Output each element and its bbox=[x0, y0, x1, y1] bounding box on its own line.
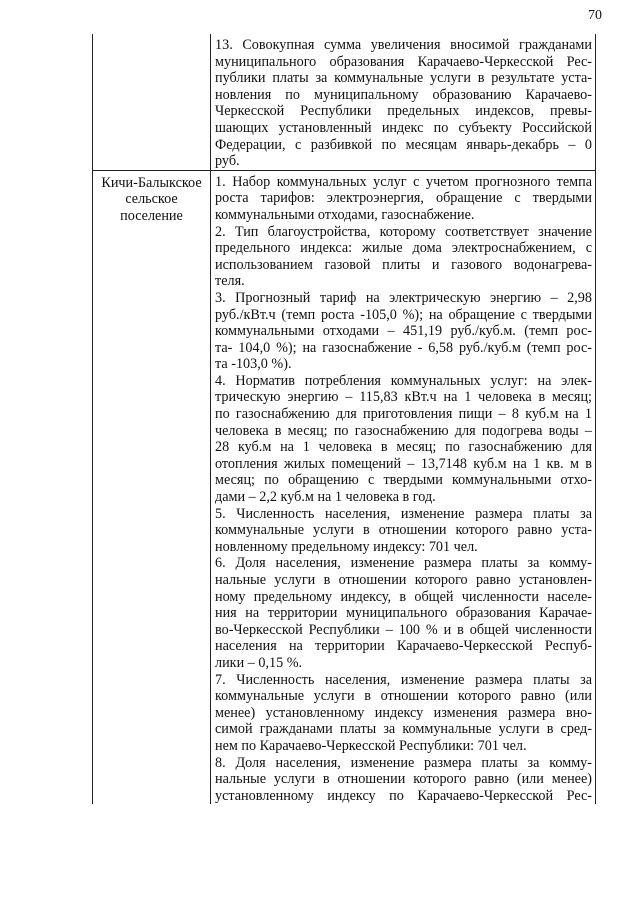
page-number: 70 bbox=[588, 8, 602, 23]
text-line: отопления жилых помещений – 13,7148 куб.м на 1 кв. м в bbox=[215, 455, 592, 472]
text-line: коммунальные услуги в отношении которого равно (или bbox=[215, 688, 592, 705]
text-line: 4. Норматив потребления коммунальных услуг: на элек- bbox=[215, 372, 592, 389]
text-line: роста тарифов: электроэнергия, обращение с твердыми bbox=[215, 190, 592, 207]
text-line: нальные услуги в отношении которого равно установлен- bbox=[215, 572, 592, 588]
text-line: по газоснабжению для приготовления пищи – 8 куб.м на 1 bbox=[215, 406, 592, 423]
text-line: трическую энергию – 115,83 кВт.ч на 1 человека в месяц; bbox=[215, 389, 592, 406]
text-line: симой гражданами платы за коммунальные услуги в сред- bbox=[215, 721, 592, 738]
text-line: ному предельному индексу, в общей численности населе- bbox=[215, 588, 592, 605]
indicators-cell bbox=[211, 34, 596, 170]
text-line: менее) установленному индексу изменения размера вно- bbox=[215, 704, 592, 721]
text-line: использованием газовой плиты и газового водонагрева- bbox=[215, 256, 592, 273]
indicators-text bbox=[211, 34, 595, 170]
text-line: 7. Численность населения, изменение размера платы за bbox=[215, 671, 592, 688]
text-line: руб./кВт.ч (темп роста -105,0 %); на обращение с твердыми bbox=[215, 306, 592, 323]
text-line: 13. Совокупная сумма увеличения вносимой гражданами bbox=[215, 37, 592, 53]
text-line: новленному предельному индексу: 701 чел. bbox=[215, 538, 478, 555]
text-line: руб. bbox=[215, 153, 240, 170]
text-line: 5. Численность населения, изменение размера платы за bbox=[215, 505, 592, 522]
table-row bbox=[93, 170, 596, 804]
text-line: дами – 2,2 куб.м на 1 человека в год. bbox=[215, 489, 436, 506]
text-line: коммунальные услуги в отношении которого равно уста- bbox=[215, 522, 592, 539]
text-line: человека в месяц; по газоснабжению для подогрева воды – bbox=[215, 422, 592, 439]
text-line: коммунальными отходами, газоснабжение. bbox=[215, 206, 475, 223]
text-line: Черкесской Республики предельных индексов, превы- bbox=[215, 103, 592, 120]
text-line: предельного индекса: жилые дома электроснабжением, с bbox=[215, 240, 592, 257]
text-line: ния на территории муниципального образования Карачае- bbox=[215, 605, 592, 622]
text-line: населения на территории Карачаево-Черкесской Респуб- bbox=[215, 638, 592, 655]
table-row bbox=[93, 34, 596, 170]
text-line: коммунальными отходами – 451,19 руб./куб.м. (темп рос- bbox=[215, 323, 592, 340]
text-line: во-Черкесской Республики – 100 % и в общей численности bbox=[215, 621, 592, 638]
text-line: шающих установленный индекс по субъекту Российской bbox=[215, 119, 592, 136]
text-line: 8. Доля населения, изменение размера платы за комму- bbox=[215, 754, 592, 771]
text-line: новления по муниципальному образованию Карачаево- bbox=[215, 86, 592, 103]
indicators-cell bbox=[211, 170, 596, 804]
municipality-name: Кичи-Балыкское сельское поселение bbox=[101, 174, 202, 224]
text-line: установленному индексу по Карачаево-Черкесской Рес- bbox=[215, 787, 592, 804]
text-line: теля. bbox=[215, 273, 245, 290]
municipality-cell bbox=[93, 170, 211, 804]
text-line: 2. Тип благоустройства, которому соответствует значение bbox=[215, 223, 592, 240]
text-line: 3. Прогнозный тариф на электрическую энергию – 2,98 bbox=[215, 289, 592, 306]
text-line: Федерации, с разбивкой по месяцам январь-декабрь – 0 bbox=[215, 136, 592, 153]
text-line: та -103,0 %). bbox=[215, 356, 292, 373]
text-line: 28 куб.м на 1 человека в месяц; по газоснабжению для bbox=[215, 439, 592, 456]
text-line: лики – 0,15 %. bbox=[215, 654, 303, 671]
text-line: муниципального образования Карачаево-Черкесской Рес- bbox=[215, 53, 592, 70]
municipality-cell bbox=[93, 34, 211, 170]
text-line: нальные услуги в отношении которого равно (или менее) bbox=[215, 771, 592, 788]
municipality-name bbox=[93, 34, 210, 38]
tariff-table bbox=[92, 34, 596, 804]
text-line: та- 104,0 %); на газоснабжение - 6,58 руб./куб.м (темп рос- bbox=[215, 339, 592, 356]
text-line: 1. Набор коммунальных услуг с учетом прогнозного темпа bbox=[215, 173, 592, 190]
text-line: нем по Карачаево-Черкесской Республики: 701 чел. bbox=[215, 737, 527, 754]
text-line: месяц; по обращению с твердыми коммунальными отхо- bbox=[215, 472, 592, 489]
text-line: 6. Доля населения, изменение размера платы за комму- bbox=[215, 555, 592, 572]
indicators-text bbox=[211, 171, 595, 805]
text-line: публики платы за коммунальные услуги в результате уста- bbox=[215, 70, 592, 87]
